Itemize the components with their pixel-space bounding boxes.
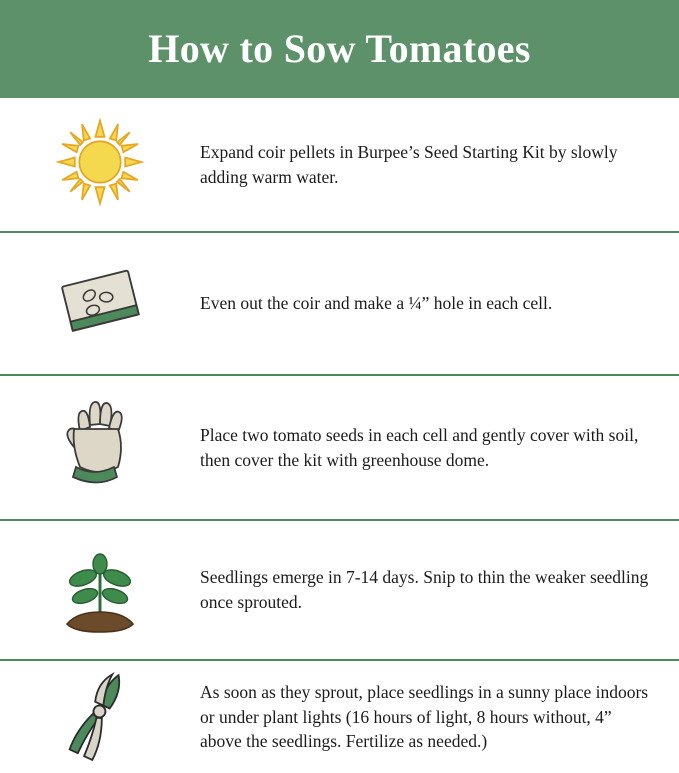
list-item (0, 661, 679, 773)
steps-list (0, 98, 679, 773)
seedling-sprout-icon (55, 538, 145, 643)
list-item (0, 233, 679, 376)
step-text: As soon as they sprout, place seedlings in a sunny place indoors or under plant lights (16 hours of light, 8 hours without, 4” above the seedlings. Fertilize as needed.) (200, 681, 649, 752)
gardening-gloves-icon (60, 395, 140, 500)
list-item (0, 521, 679, 661)
step-text: Place two tomato seeds in each cell and gently cover with soil, then cover the kit with greenhouse dome. (200, 424, 639, 470)
step-icon-cell (0, 395, 200, 500)
seed-tray-icon (53, 259, 148, 349)
pruning-snips-icon (53, 665, 148, 770)
step-icon-cell (0, 665, 200, 770)
list-item (0, 376, 679, 521)
list-item (0, 98, 679, 233)
sun-icon (55, 117, 145, 212)
step-icon-cell (0, 538, 200, 643)
header-banner (0, 0, 679, 98)
step-text: Seedlings emerge in 7-14 days. Snip to thin the weaker seedling once sprouted. (200, 567, 649, 612)
page-title: How to Sow Tomatoes (148, 26, 531, 71)
step-text: Even out the coir and make a ¼” hole in each cell. (200, 293, 553, 314)
step-text: Expand coir pellets in Burpee’s Seed Starting Kit by slowly adding warm water. (200, 141, 618, 187)
step-icon-cell (0, 259, 200, 349)
step-icon-cell (0, 117, 200, 212)
